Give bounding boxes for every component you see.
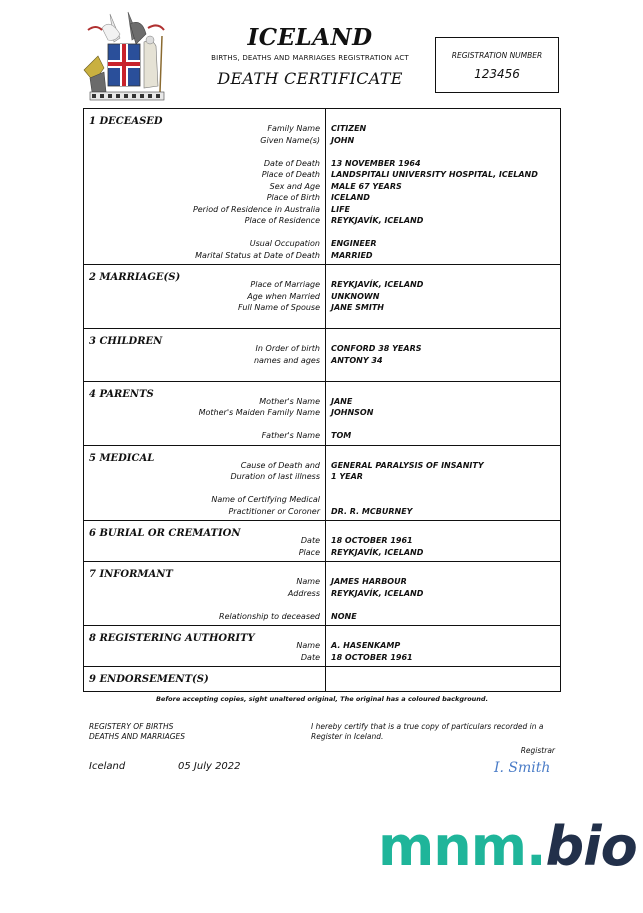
field-label: Mother's Name bbox=[259, 396, 320, 406]
field-label: Mother's Maiden Family Name bbox=[198, 408, 320, 417]
field-label: Name of Certifying Medical bbox=[211, 495, 320, 504]
field-label: Name bbox=[296, 641, 320, 650]
certificate-section bbox=[84, 264, 560, 328]
field-label: Given Name(s) bbox=[260, 135, 320, 145]
section-values bbox=[326, 521, 560, 561]
field-label: Place of Death bbox=[261, 170, 320, 179]
field-value: UNKNOWN bbox=[331, 291, 380, 301]
field-value: LIFE bbox=[331, 204, 351, 214]
certificate-section bbox=[84, 625, 560, 666]
issue-place: Iceland bbox=[89, 761, 126, 772]
field-value: JAMES HARBOUR bbox=[331, 577, 407, 586]
field-label: Duration of last illness bbox=[230, 472, 320, 481]
field-label: Address bbox=[287, 588, 320, 598]
watermark-part2: bio bbox=[545, 815, 637, 878]
section-labels bbox=[84, 265, 326, 328]
section-title: 6 BURIAL OR CREMATION bbox=[89, 528, 241, 539]
registry-office-line2: DEATHS AND MARRIAGES bbox=[89, 732, 186, 741]
field-value: GENERAL PARALYSIS OF INSANITY bbox=[331, 460, 484, 470]
field-label: Period of Residence in Australia bbox=[192, 204, 320, 214]
field-label: Date of Death bbox=[263, 158, 320, 168]
field-label: Sex and Age bbox=[269, 181, 320, 191]
section-values bbox=[326, 109, 560, 264]
certification-statement: I hereby certify that is a true copy of particulars recorded in a Register in Iceland. bbox=[311, 722, 544, 741]
registry-office-line1: REGISTERY OF BIRTHS bbox=[89, 722, 174, 731]
field-value: MALE 67 YEARS bbox=[331, 181, 402, 191]
field-label: Full Name of Spouse bbox=[238, 303, 320, 312]
registry-office bbox=[89, 722, 185, 742]
section-labels bbox=[84, 329, 326, 381]
field-label: Family Name bbox=[267, 124, 320, 133]
field-value: 18 OCTOBER 1961 bbox=[331, 536, 413, 545]
field-value: 18 OCTOBER 1961 bbox=[331, 652, 413, 662]
field-label: Usual Occupation bbox=[249, 239, 320, 248]
section-labels bbox=[84, 109, 326, 264]
registrar-label: Registrar bbox=[520, 746, 555, 755]
certificate-type: DEATH CERTIFICATE bbox=[217, 69, 403, 88]
field-label: Place bbox=[298, 547, 320, 557]
section-title: 3 CHILDREN bbox=[89, 336, 163, 347]
section-title: 5 MEDICAL bbox=[89, 452, 155, 464]
iceland-coat-of-arms-icon bbox=[80, 8, 172, 104]
field-value: NONE bbox=[331, 611, 357, 621]
registration-number-box bbox=[435, 37, 559, 93]
section-title: 2 MARRIAGE(S) bbox=[89, 272, 181, 283]
section-values bbox=[326, 382, 560, 445]
section-labels bbox=[84, 382, 326, 445]
section-title: 1 DECEASED bbox=[89, 116, 163, 127]
field-value: 13 NOVEMBER 1964 bbox=[331, 158, 421, 168]
field-value: CONFORD 38 YEARS bbox=[331, 344, 422, 353]
field-value: ENGINEER bbox=[331, 239, 377, 248]
registration-act: BIRTHS, DEATHS AND MARRIAGES REGISTRATION ACT bbox=[211, 54, 409, 62]
field-value: MARRIED bbox=[331, 250, 373, 260]
certificate-section bbox=[84, 666, 560, 691]
field-label: Father's Name bbox=[261, 431, 320, 440]
field-label: Place of Birth bbox=[266, 193, 320, 202]
section-labels bbox=[84, 446, 326, 521]
section-values bbox=[326, 446, 560, 521]
field-value: ANTONY 34 bbox=[331, 355, 383, 365]
field-value: REYKJAVÍK, ICELAND bbox=[331, 588, 424, 598]
field-label: Name bbox=[296, 577, 320, 586]
field-value: REYKJAVÍK, ICELAND bbox=[331, 547, 424, 557]
section-title: 7 INFORMANT bbox=[89, 569, 173, 580]
field-label: Place of Residence bbox=[244, 216, 320, 225]
field-value: JANE bbox=[331, 396, 353, 406]
certificate-section bbox=[84, 328, 560, 381]
field-value: REYKJAVÍK, ICELAND bbox=[331, 216, 424, 225]
section-labels bbox=[84, 667, 326, 691]
certificate-section bbox=[84, 109, 560, 264]
registration-number-label: REGISTRATION NUMBER bbox=[451, 51, 543, 60]
country-title: ICELAND bbox=[247, 24, 373, 51]
field-label: Date bbox=[300, 536, 320, 545]
field-value: 1 YEAR bbox=[331, 472, 363, 481]
field-label: Relationship to deceased bbox=[219, 611, 320, 621]
watermark-logo bbox=[378, 815, 637, 878]
section-values bbox=[326, 329, 560, 381]
field-value bbox=[331, 494, 555, 506]
section-title: 9 ENDORSEMENT(S) bbox=[89, 674, 209, 685]
section-labels bbox=[84, 521, 326, 561]
section-values bbox=[326, 626, 560, 666]
section-labels bbox=[84, 626, 326, 666]
registrar-signature: I. Smith bbox=[494, 760, 551, 776]
field-label: In Order of birth bbox=[255, 344, 320, 353]
certificate-table bbox=[83, 108, 561, 692]
watermark-part1: mnm. bbox=[378, 815, 546, 878]
section-values bbox=[326, 562, 560, 625]
field-label: Place of Marriage bbox=[250, 280, 320, 289]
section-title: 8 REGISTERING AUTHORITY bbox=[89, 633, 255, 644]
certificate-section bbox=[84, 381, 560, 445]
section-values bbox=[326, 265, 560, 328]
field-value: TOM bbox=[331, 431, 352, 440]
field-value: CITIZEN bbox=[331, 124, 367, 133]
certificate-section bbox=[84, 520, 560, 561]
field-value: JOHN bbox=[331, 135, 355, 145]
field-value: REYKJAVÍK, ICELAND bbox=[331, 280, 424, 289]
field-label: Practitioner or Coroner bbox=[228, 506, 320, 516]
field-label: Marital Status at Date of Death bbox=[195, 250, 320, 260]
original-notice: Before accepting copies, sight unaltered original, The original has a coloured background. bbox=[155, 695, 489, 703]
section-values bbox=[326, 667, 560, 691]
registration-number-value: 123456 bbox=[474, 67, 520, 81]
issue-date: 05 July 2022 bbox=[178, 761, 241, 772]
field-label: Cause of Death and bbox=[240, 460, 320, 470]
field-label: Date bbox=[300, 652, 320, 662]
field-value: JANE SMITH bbox=[331, 303, 384, 312]
field-label: names and ages bbox=[253, 355, 320, 365]
field-value: DR. R. MCBURNEY bbox=[331, 506, 413, 516]
field-value: ICELAND bbox=[331, 193, 370, 202]
field-value: JOHNSON bbox=[331, 408, 374, 417]
certificate-section bbox=[84, 445, 560, 521]
field-value: LANDSPITALI UNIVERSITY HOSPITAL, ICELAND bbox=[331, 170, 538, 179]
certificate-section bbox=[84, 561, 560, 625]
field-label: Age when Married bbox=[247, 291, 320, 301]
section-title: 4 PARENTS bbox=[89, 388, 154, 400]
section-labels bbox=[84, 562, 326, 625]
field-value: A. HASENKAMP bbox=[331, 641, 401, 650]
